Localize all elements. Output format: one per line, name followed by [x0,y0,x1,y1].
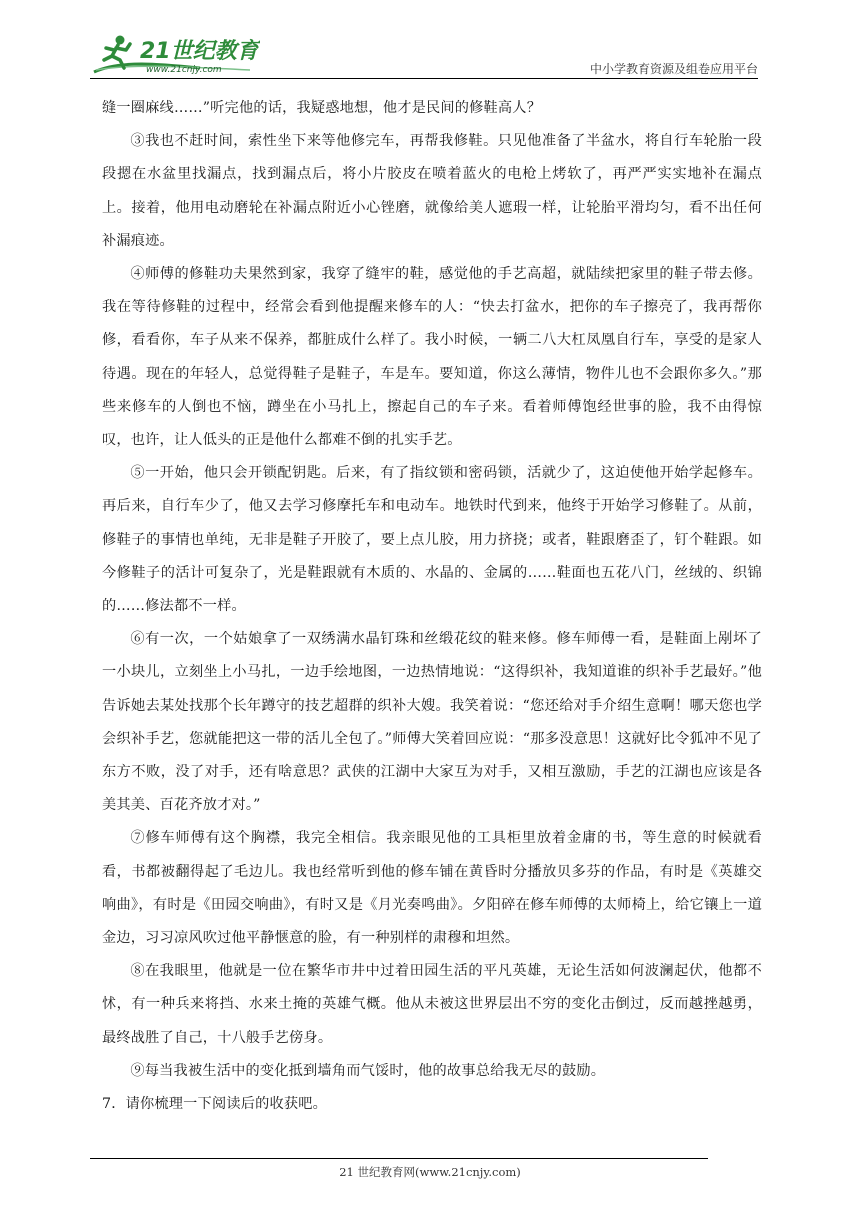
runner-logo-icon [90,30,260,78]
article-body [102,92,762,1121]
paragraph-5: ⑤一开始，他只会开锁配钥匙。后来，有了指纹锁和密码锁，活就少了，这迫使他开始学起修车。再后来，自行车少了，他又去学习修摩托车和电动车。地铁时代到来，他终于开始学习修鞋了。从前，修鞋子的事情也单纯，无非是鞋子开胶了，要上点儿胶，用力挤挠；或者，鞋跟磨歪了，钉个鞋跟。如今修鞋子的活计可复杂了，光是鞋跟就有木质的、水晶的、金属的……鞋面也五花八门，丝绒的、织锦的……修法都不一样。 [102,465,762,615]
site-logo [90,30,260,78]
paragraph-0: 缝一圈麻线……”听完他的话，我疑惑地想，他才是民间的修鞋高人？ [102,100,542,116]
footer-divider [90,1158,708,1159]
paragraph-6: ⑥有一次，一个姑娘拿了一双绣满水晶钉珠和丝缎花纹的鞋来修。修车师傅一看，是鞋面上剐坏了一小块儿，立刻坐上小马扎，一边手绘地图，一边热情地说：“这得织补，我知道谁的织补手艺最好。”他告诉她去某处找那个长年蹲守的技艺超群的织补大嫂。我笑着说：“您还给对手介绍生意啊！哪天您也学会织补手艺，您就能把这一带的活儿全包了。”师傅大笑着回应说：“那多没意思！这就好比令狐冲不见了东方不败，没了对手，还有啥意思？武侠的江湖中大家互为对手，又相互激励，手艺的江湖也应该是各美其美、百花齐放才对。” [102,631,762,814]
paragraph-4: ④师傅的修鞋功夫果然到家，我穿了缝牢的鞋，感觉他的手艺高超，就陆续把家里的鞋子带去修。我在等待修鞋的过程中，经常会看到他提醒来修车的人：“快去打盆水，把你的车子擦亮了，我再帮你修，看看你，车子从来不保养，都脏成什么样了。我小时候，一辆二八大杠凤凰自行车，享受的是家人待遇。现在的年轻人，总觉得鞋子是鞋子，车是车。要知道，你这么薄情，物件儿也不会跟你多久。”那些来修车的人倒也不恼，蹲坐在小马扎上，擦起自己的车子来。看着师傅饱经世事的脸，我不由得惊叹，也许，让人低头的正是他什么都难不倒的扎实手艺。 [102,266,762,449]
logo-url: www.21cnjy.com [146,65,222,75]
logo-text: 21世纪教育 [140,39,259,64]
paragraph-7: ⑦修车师傅有这个胸襟，我完全相信。我亲眼见他的工具柜里放着金庸的书，等生意的时候就看看，书都被翻得起了毛边儿。我也经常听到他的修车铺在黄昏时分播放贝多芬的作品，有时是《英雄交响曲》，有时是《田园交响曲》，有时又是《月光奏鸣曲》。夕阳碎在修车师傅的太师椅上，给它镶上一道金边，习习凉风吹过他平静惬意的脸，有一种别样的肃穆和坦然。 [102,830,762,947]
paragraph-3: ③我也不赶时间，索性坐下来等他修完车，再帮我修鞋。只见他准备了半盆水，将自行车轮胎一段段摁在水盆里找漏点，找到漏点后，将小片胶皮在喷着蓝火的电枪上烤软了，再严严实实地补在漏点上。接着，他用电动磨轮在补漏点附近小心锉磨，就像给美人遮瑕一样，让轮胎平滑均匀，看不出任何补漏痕迹。 [102,133,762,249]
platform-title: 中小学教育资源及组卷应用平台 [589,62,758,76]
question-7: 7．请你梳理一下阅读后的收获吧。 [102,1096,328,1113]
page-header [90,30,758,80]
page-footer: 21 世纪教育网(www.21cnjy.com) [339,1165,521,1179]
paragraph-8: ⑧在我眼里，他就是一位在繁华市井中过着田园生活的平凡英雄，无论生活如何波澜起伏，他都不怵，有一种兵来将挡、水来土掩的英雄气概。他从未被这世界层出不穷的变化击倒过，反而越挫越勇，最终战胜了自己，十八般手艺傍身。 [102,963,762,1046]
paragraph-9: ⑨每当我被生活中的变化抵到墙角而气馁时，他的故事总给我无尽的鼓励。 [130,1062,606,1079]
header-divider [90,78,758,79]
